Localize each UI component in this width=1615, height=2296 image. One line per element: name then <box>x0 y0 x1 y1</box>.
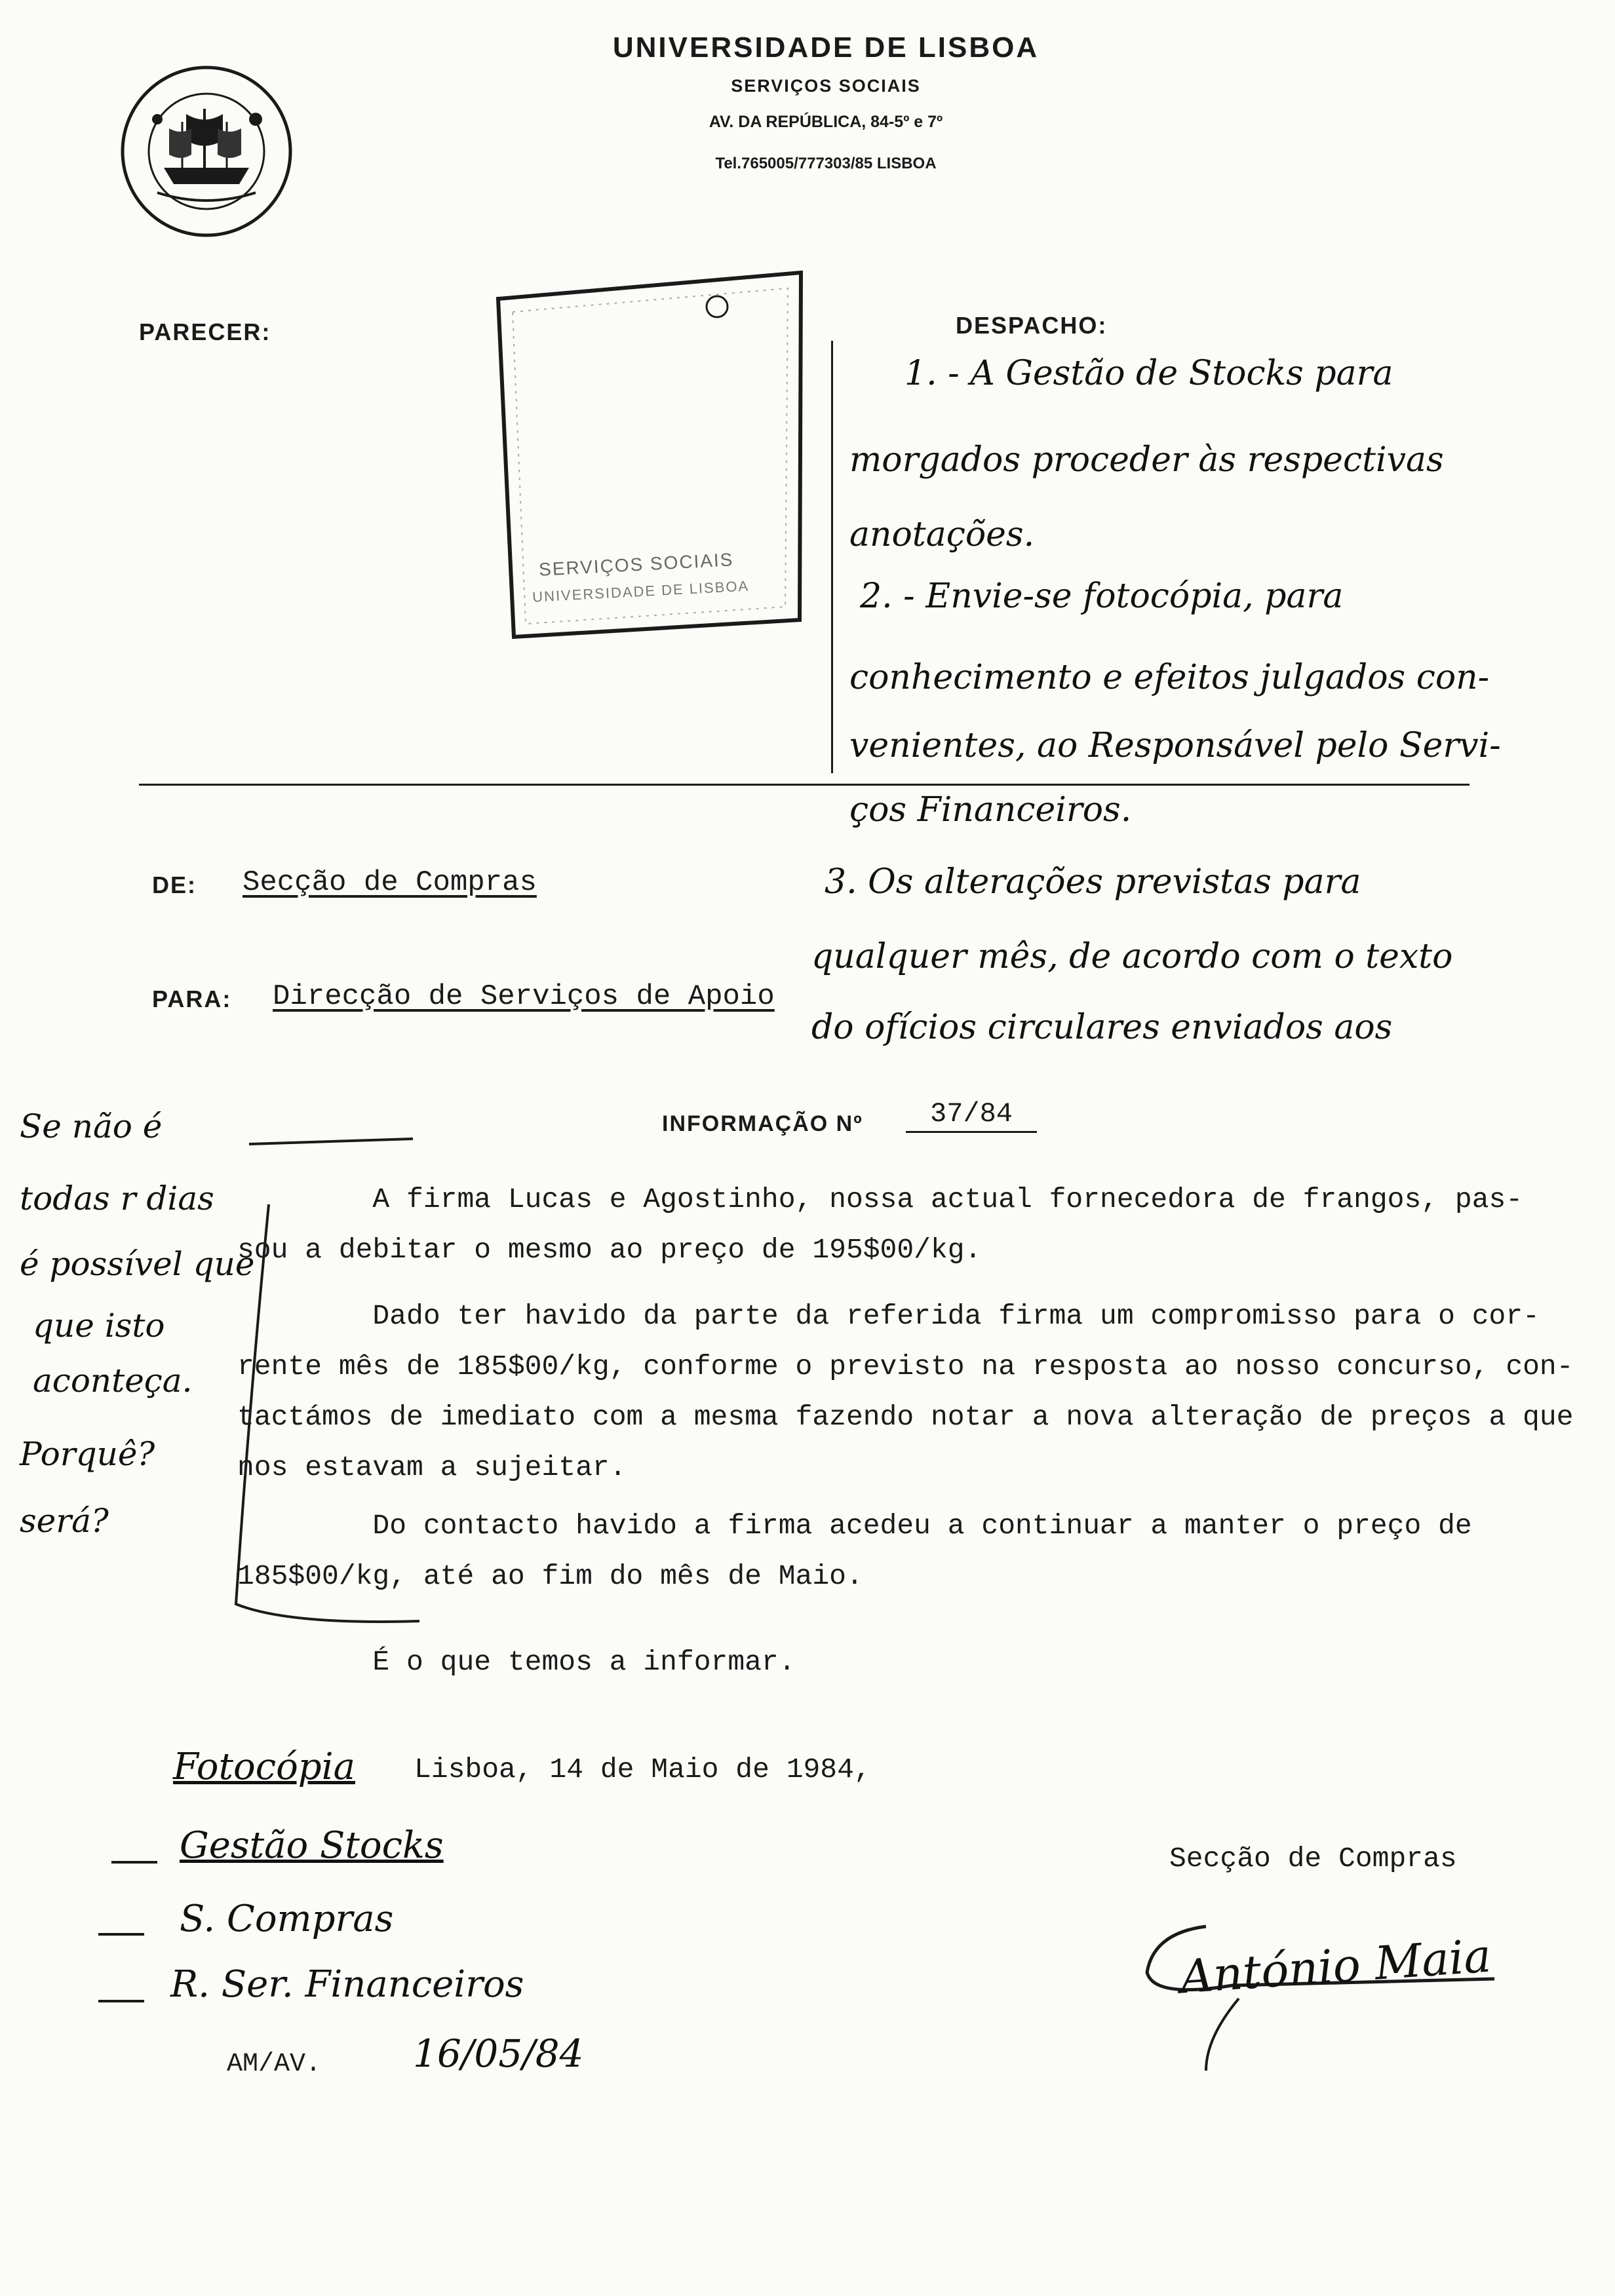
place-date: Lisboa, 14 de Maio de 1984, <box>414 1753 871 1786</box>
despacho-line-5: conhecimento e efeitos julgados con- <box>849 658 1490 697</box>
despacho-line-4: 2. - Envie-se fotocópia, para <box>860 577 1344 616</box>
distribution-fotocopia: Fotocópia <box>173 1746 355 1788</box>
phone-line: Tel.765005/777303/85 LISBOA <box>715 155 937 172</box>
distribution-recipient-1: Gestão Stocks <box>180 1824 444 1867</box>
body-paragraph-4: É o que temos a informar. <box>237 1646 796 1678</box>
distribution-date: 16/05/84 <box>413 2031 584 2076</box>
despacho-line-2: morgados proceder às respectivas <box>849 440 1444 480</box>
para-label: PARA: <box>152 985 232 1012</box>
margin-note-line-1: Se não é <box>20 1107 163 1145</box>
distribution-recipient-2: S. Compras <box>180 1898 394 1940</box>
despacho-border-left <box>831 341 833 773</box>
despacho-line-7: ços Financeiros. <box>849 790 1132 830</box>
stamp-line-2: UNIVERSIDADE DE LISBOA <box>532 577 750 605</box>
despacho-line-10: do ofícios circulares enviados aos <box>811 1008 1393 1047</box>
margin-note-line-7: será? <box>20 1502 109 1540</box>
dist-dash-2 <box>98 1933 144 1936</box>
address-line: AV. DA REPÚBLICA, 84-5º e 7º <box>709 113 943 131</box>
body-paragraph-3: Do contacto havido a firma acedeu a continuar a manter o preço de 185$00/kg, até ao fim do mês de Maio. <box>237 1510 1472 1592</box>
margin-note-line-4: que isto <box>33 1307 165 1345</box>
informacao-label: INFORMAÇÃO Nº <box>662 1111 863 1136</box>
section-divider <box>139 784 1469 786</box>
body-paragraph-1: A firma Lucas e Agostinho, nossa actual fornecedora de frangos, pas- sou a debitar o mesmo ao preço de 195$00/kg. <box>237 1183 1523 1266</box>
despacho-line-6: venientes, ao Responsável pelo Servi- <box>849 726 1501 765</box>
signature-block-label: Secção de Compras <box>1169 1843 1457 1875</box>
distribution-recipient-3: R. Ser. Financeiros <box>170 1963 524 2006</box>
despacho-label: DESPACHO: <box>956 312 1108 339</box>
despacho-line-1: 1. - A Gestão de Stocks para <box>905 354 1393 393</box>
department-name: SERVIÇOS SOCIAIS <box>731 76 921 96</box>
margin-note-line-2: todas r dias <box>20 1179 214 1217</box>
dist-dash-1 <box>111 1861 157 1864</box>
para-value: Direcção de Serviços de Apoio <box>273 980 775 1013</box>
university-seal <box>118 63 295 240</box>
margin-note-line-6: Porquê? <box>20 1435 155 1473</box>
stamp-line-1: SERVIÇOS SOCIAIS <box>538 549 735 580</box>
informacao-number: 37/84 <box>906 1098 1037 1133</box>
body-paragraph-2: Dado ter havido da parte da referida firma um compromisso para o cor- rente mês de 185$00/kg, conforme o previsto na resposta ao nosso concurso, con- tactámos de imediato com a mesma fazendo notar a nova alteração de preços a que nos estavam a sujeitar. <box>237 1300 1574 1483</box>
de-value: Secção de Compras <box>243 866 537 899</box>
initials: AM/AV. <box>227 2050 322 2079</box>
despacho-line-9: qualquer mês, de acordo com o texto <box>811 937 1453 976</box>
de-label: DE: <box>152 871 197 898</box>
signature-text: António Maia <box>1178 1928 1493 2004</box>
dist-dash-3 <box>98 2000 144 2002</box>
parecer-label: PARECER: <box>139 318 271 345</box>
received-stamp <box>486 266 809 643</box>
university-name: UNIVERSIDADE DE LISBOA <box>612 31 1040 64</box>
margin-note-line-3: é possível que <box>20 1245 255 1283</box>
despacho-line-8: 3. Os alterações previstas para <box>825 862 1361 902</box>
despacho-line-3: anotações. <box>849 515 1035 554</box>
margin-note-line-5: aconteça. <box>33 1362 193 1400</box>
